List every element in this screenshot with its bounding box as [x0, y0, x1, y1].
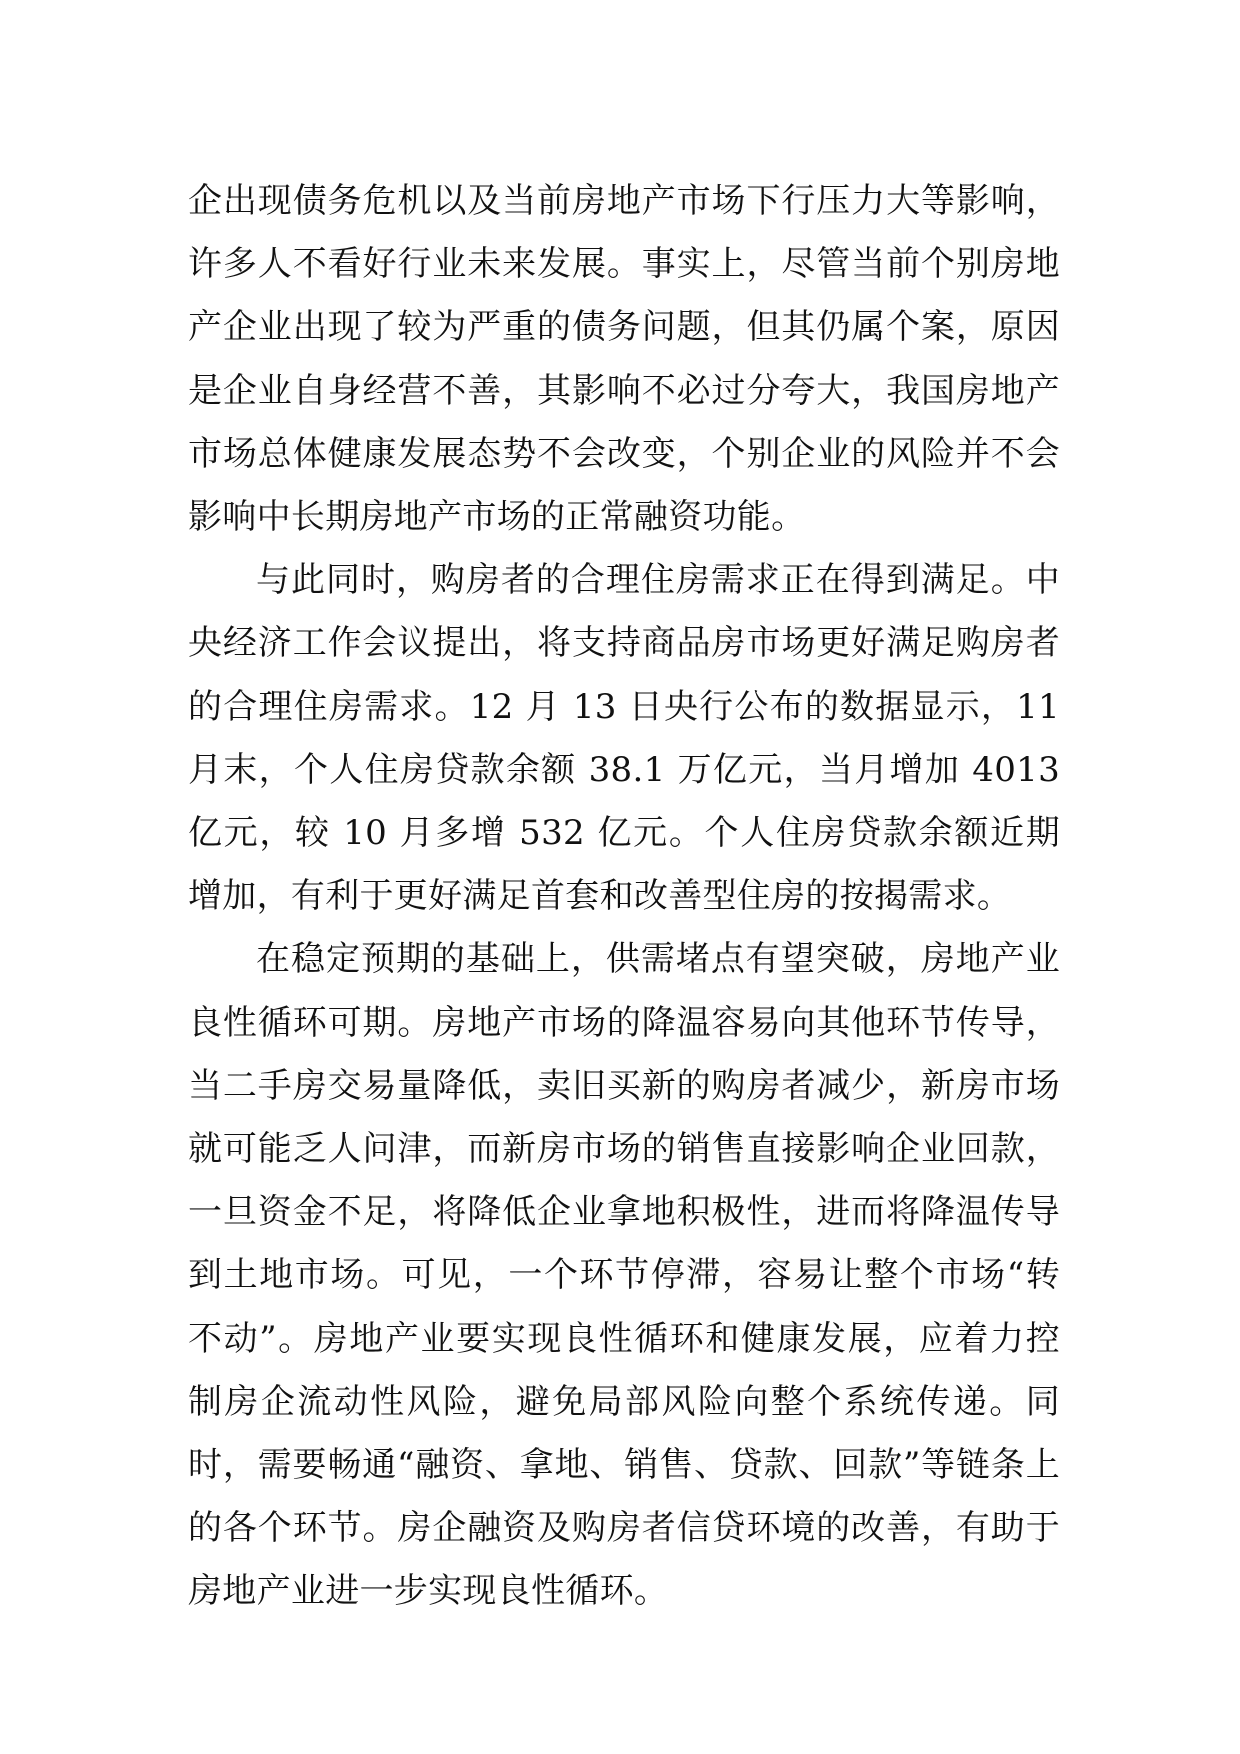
- paragraph-continued: 企出现债务危机以及当前房地产市场下行压力大等影响，许多人不看好行业未来发展。事实上，尽管当前个别房地产企业出现了较为严重的债务问题，但其仍属个案，原因是企业自身经营不善，其影响不必过分夸大，我国房地产市场总体健康发展态势不会改变，个别企业的风险并不会影响中长期房地产市场的正常融资功能。: [188, 181, 1060, 538]
- article-body: [188, 170, 1060, 1624]
- paragraph-virtuous-cycle: 在稳定预期的基础上，供需堵点有望突破，房地产业良性循环可期。房地产市场的降温容易向其他环节传导，当二手房交易量降低，卖旧买新的购房者减少，新房市场就可能乏人问津，而新房市场的销售直接影响企业回款，一旦资金不足，将降低企业拿地积极性，进而将降温传导到土地市场。可见，一个环节停滞，容易让整个市场“转不动”。房地产业要实现良性循环和健康发展，应着力控制房企流动性风险，避免局部风险向整个系统传递。同时，需要畅通“融资、拿地、销售、贷款、回款”等链条上的各个环节。房企融资及购房者信贷环境的改善，有助于房地产业进一步实现良性循环。: [188, 939, 1060, 1612]
- paragraph-housing-demand: 与此同时，购房者的合理住房需求正在得到满足。中央经济工作会议提出，将支持商品房市场更好满足购房者的合理住房需求。12 月 13 日央行公布的数据显示，11 月末，个人住房贷款余额 38.1 万亿元，当月增加 4013 亿元，较 10 月多增 532 亿元。个人住房贷款余额近期增加，有利于更好满足首套和改善型住房的按揭需求。: [188, 560, 1060, 917]
